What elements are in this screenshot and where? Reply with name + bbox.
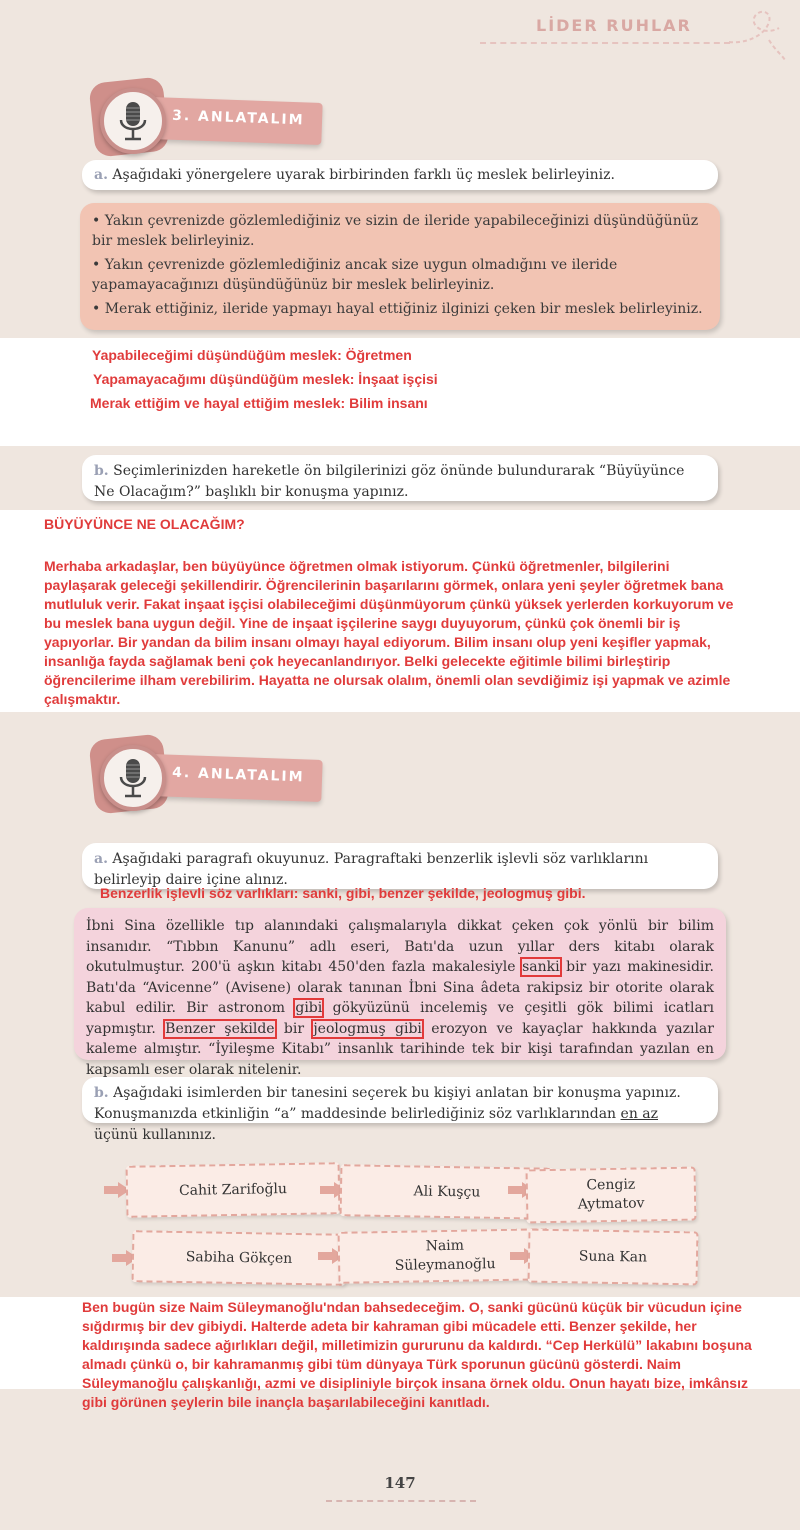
item-letter: a. xyxy=(94,851,108,867)
speech-text: Ben bugün size Naim Süleymanoğlu'ndan bahsedeceğim. O, sanki gücünü küçük bir vücudun içine sığdırmış bir dev gibiydi. Halterde adeta bir kahraman gibi mücadele etti. Benzer şekilde, her kaldırışında sadece ağırlıkları değil, milletimizin gururunu da kaldırdı. “Cep Herkülü” lakabını boşuna almadı çünkü o, bir kahramanmış gibi tüm dünyaya Türk sporunun gücünü gösterdi. Naim Süleymanoğlu çalışkanlığı, azmi ve disipliniyle birçok insana örnek oldu. Onun hayatı bize, imkânsız gibi görünen şeylerin bile inançla başarılabileceğini kanıtladı. xyxy=(82,1299,752,1410)
footer-dashed-line xyxy=(326,1500,476,1502)
name-label: Naim Süleymanoğlu xyxy=(394,1237,496,1274)
section-4-badge xyxy=(100,745,330,815)
underlined-text: en az xyxy=(620,1106,659,1122)
instruction-text: üçünü kullanınız. xyxy=(94,1127,216,1143)
section-3-badge xyxy=(100,88,330,158)
section-4-title: 4. ANLATALIM xyxy=(171,764,305,786)
microphone-icon xyxy=(104,749,162,807)
name-label: Suna Kan xyxy=(578,1247,648,1266)
circled-word: Benzer şekilde xyxy=(165,1020,275,1037)
speech-title: BÜYÜYÜNCE NE OLACAĞIM? xyxy=(44,516,245,532)
directives-box xyxy=(80,203,720,330)
answer-line: Yapabileceğimi düşündüğüm meslek: Öğretmen xyxy=(92,347,412,363)
instruction-3b xyxy=(82,455,718,501)
name-label: Cahit Zarifoğlu xyxy=(178,1180,288,1199)
name-label: Ali Kuşçu xyxy=(413,1182,481,1201)
answer-line: Benzerlik işlevli söz varlıkları: sanki, gibi, benzer şekilde, jeologmuş gibi. xyxy=(100,885,586,901)
item-letter: a. xyxy=(94,167,108,183)
page-number: 147 xyxy=(384,1474,416,1492)
name-label: Cengiz Aytmatov xyxy=(577,1176,645,1213)
header-dashed-line xyxy=(480,42,730,44)
instruction-4a xyxy=(82,843,718,889)
item-letter: b. xyxy=(94,1085,109,1101)
name-card-cengiz-aytmatov xyxy=(526,1167,697,1224)
directive-item: • Yakın çevrenizde gözlemlediğiniz ve sizin de ileride yapabileceğinizi düşündüğünüz bir meslek belirleyiniz. xyxy=(92,213,699,249)
paragraph-text: İbni Sina özellikle tıp alanındaki çalışmalarıyla dikkat çeken çok yönlü bir bilim insanıdır. “Tıbbın Kanunu” adlı eseri, Batı'da uzun yıllar ders kitabı olarak okutulmuştur. 200'ü aşkın kitabı 450'den fazla makalesiyle xyxy=(86,918,714,975)
item-letter: b. xyxy=(94,463,109,479)
paragraph-text: bir xyxy=(274,1020,314,1037)
instruction-text: Aşağıdaki paragrafı okuyunuz. Paragraftaki benzerlik işlevli söz varlıklarını belirleyip daire içine alınız. xyxy=(94,851,649,888)
circled-word: jeologmuş gibi xyxy=(313,1020,422,1037)
name-card-suna-kan xyxy=(528,1229,699,1286)
instruction-3a xyxy=(82,160,718,190)
name-card-sabiha-gokcen xyxy=(132,1230,347,1286)
answer-line: Yapamayacağımı düşündüğüm meslek: İnşaat işçisi xyxy=(93,371,438,387)
instruction-text: Aşağıdaki isimlerden bir tanesini seçerek bu kişiyi anlatan bir konuşma yapınız. Konuşmanızda etkinliğin “a” maddesinde belirlediğiniz söz varlıklarından xyxy=(94,1085,681,1122)
section-3-title: 3. ANLATALIM xyxy=(171,107,305,129)
directive-item: • Merak ettiğiniz, ileride yapmayı hayal ettiğiniz ilginizi çeken bir meslek belirleyiniz. xyxy=(92,301,703,317)
instruction-text: Aşağıdaki yönergelere uyarak birbirinden farklı üç meslek belirleyiniz. xyxy=(112,167,615,183)
paragraph-text: bir yazı makinesidir. Batı'da “Avicenne” (Avisene) olarak tanınan İbni Sina âdeta rakipsiz bir otorite olarak kabul edilir. Bir astronom xyxy=(86,959,714,1016)
circled-word: sanki xyxy=(522,959,560,975)
name-card-cahit-zarifoglu xyxy=(126,1162,341,1218)
instruction-4b xyxy=(82,1077,718,1143)
running-header: LİDER RUHLAR xyxy=(536,16,692,35)
name-label: Sabiha Gökçen xyxy=(185,1248,293,1267)
circled-word: gibi xyxy=(295,1000,323,1016)
speech-text: Merhaba arkadaşlar, ben büyüyünce öğretmen olmak istiyorum. Çünkü öğretmenler, bilgilerini paylaşarak geleceği şekillendirir. Öğrencilerinin başarılarını görmek, onlara yeni şeyler öğretmek bana mutluluk verir. Fakat inşaat işçisi olabileceğimi düşünmüyorum çünkü yüksek yerlerden korkuyorum ve bu meslek bana uygun değil. Yine de inşaat işçilerine saygı duyuyorum, çünkü çok önemli bir iş yapıyorlar. Bir yandan da bilim insanı olmayı hayal ediyorum. Bilim insanı olup yeni keşifler yapmak, insanlığa fayda sağlamak beni çok heyecanlandırıyor. Belki gelecekte eğitimle bilimi birleştirip öğrencilerime ilham verebilirim. Hayatta ne olursak olalım, önemli olan sevdiğimiz işi yapmak ve azimle çalışmaktır. xyxy=(44,558,734,707)
microphone-icon xyxy=(104,92,162,150)
directive-item: • Yakın çevrenizde gözlemlediğiniz ancak size uygun olmadığını ve ileride yapamayacağınızı düşündüğünüz bir meslek belirleyiniz. xyxy=(92,257,618,293)
decorative-curl-icon xyxy=(725,6,787,62)
paragraph-text: erozyon ve kayaçlar hakkında yazılar kaleme almıştır. “İyileşme Kitabı” insanlık tarihinde tek bir kişi tarafından yazılan en kapsamlı eser olarak nitelenir. xyxy=(86,1020,714,1078)
reading-paragraph xyxy=(74,908,726,1078)
paragraph-text: gökyüzünü incelemiş ve çeşitli gök bilimi icatları yapmıştır. xyxy=(86,1000,714,1037)
instruction-text: Seçimlerinizden hareketle ön bilgilerinizi göz önünde bulundurarak “Büyüyünce Ne Olacağım?” başlıklı bir konuşma yapınız. xyxy=(94,463,685,500)
answer-line: Merak ettiğim ve hayal ettiğim meslek: Bilim insanı xyxy=(90,395,428,411)
